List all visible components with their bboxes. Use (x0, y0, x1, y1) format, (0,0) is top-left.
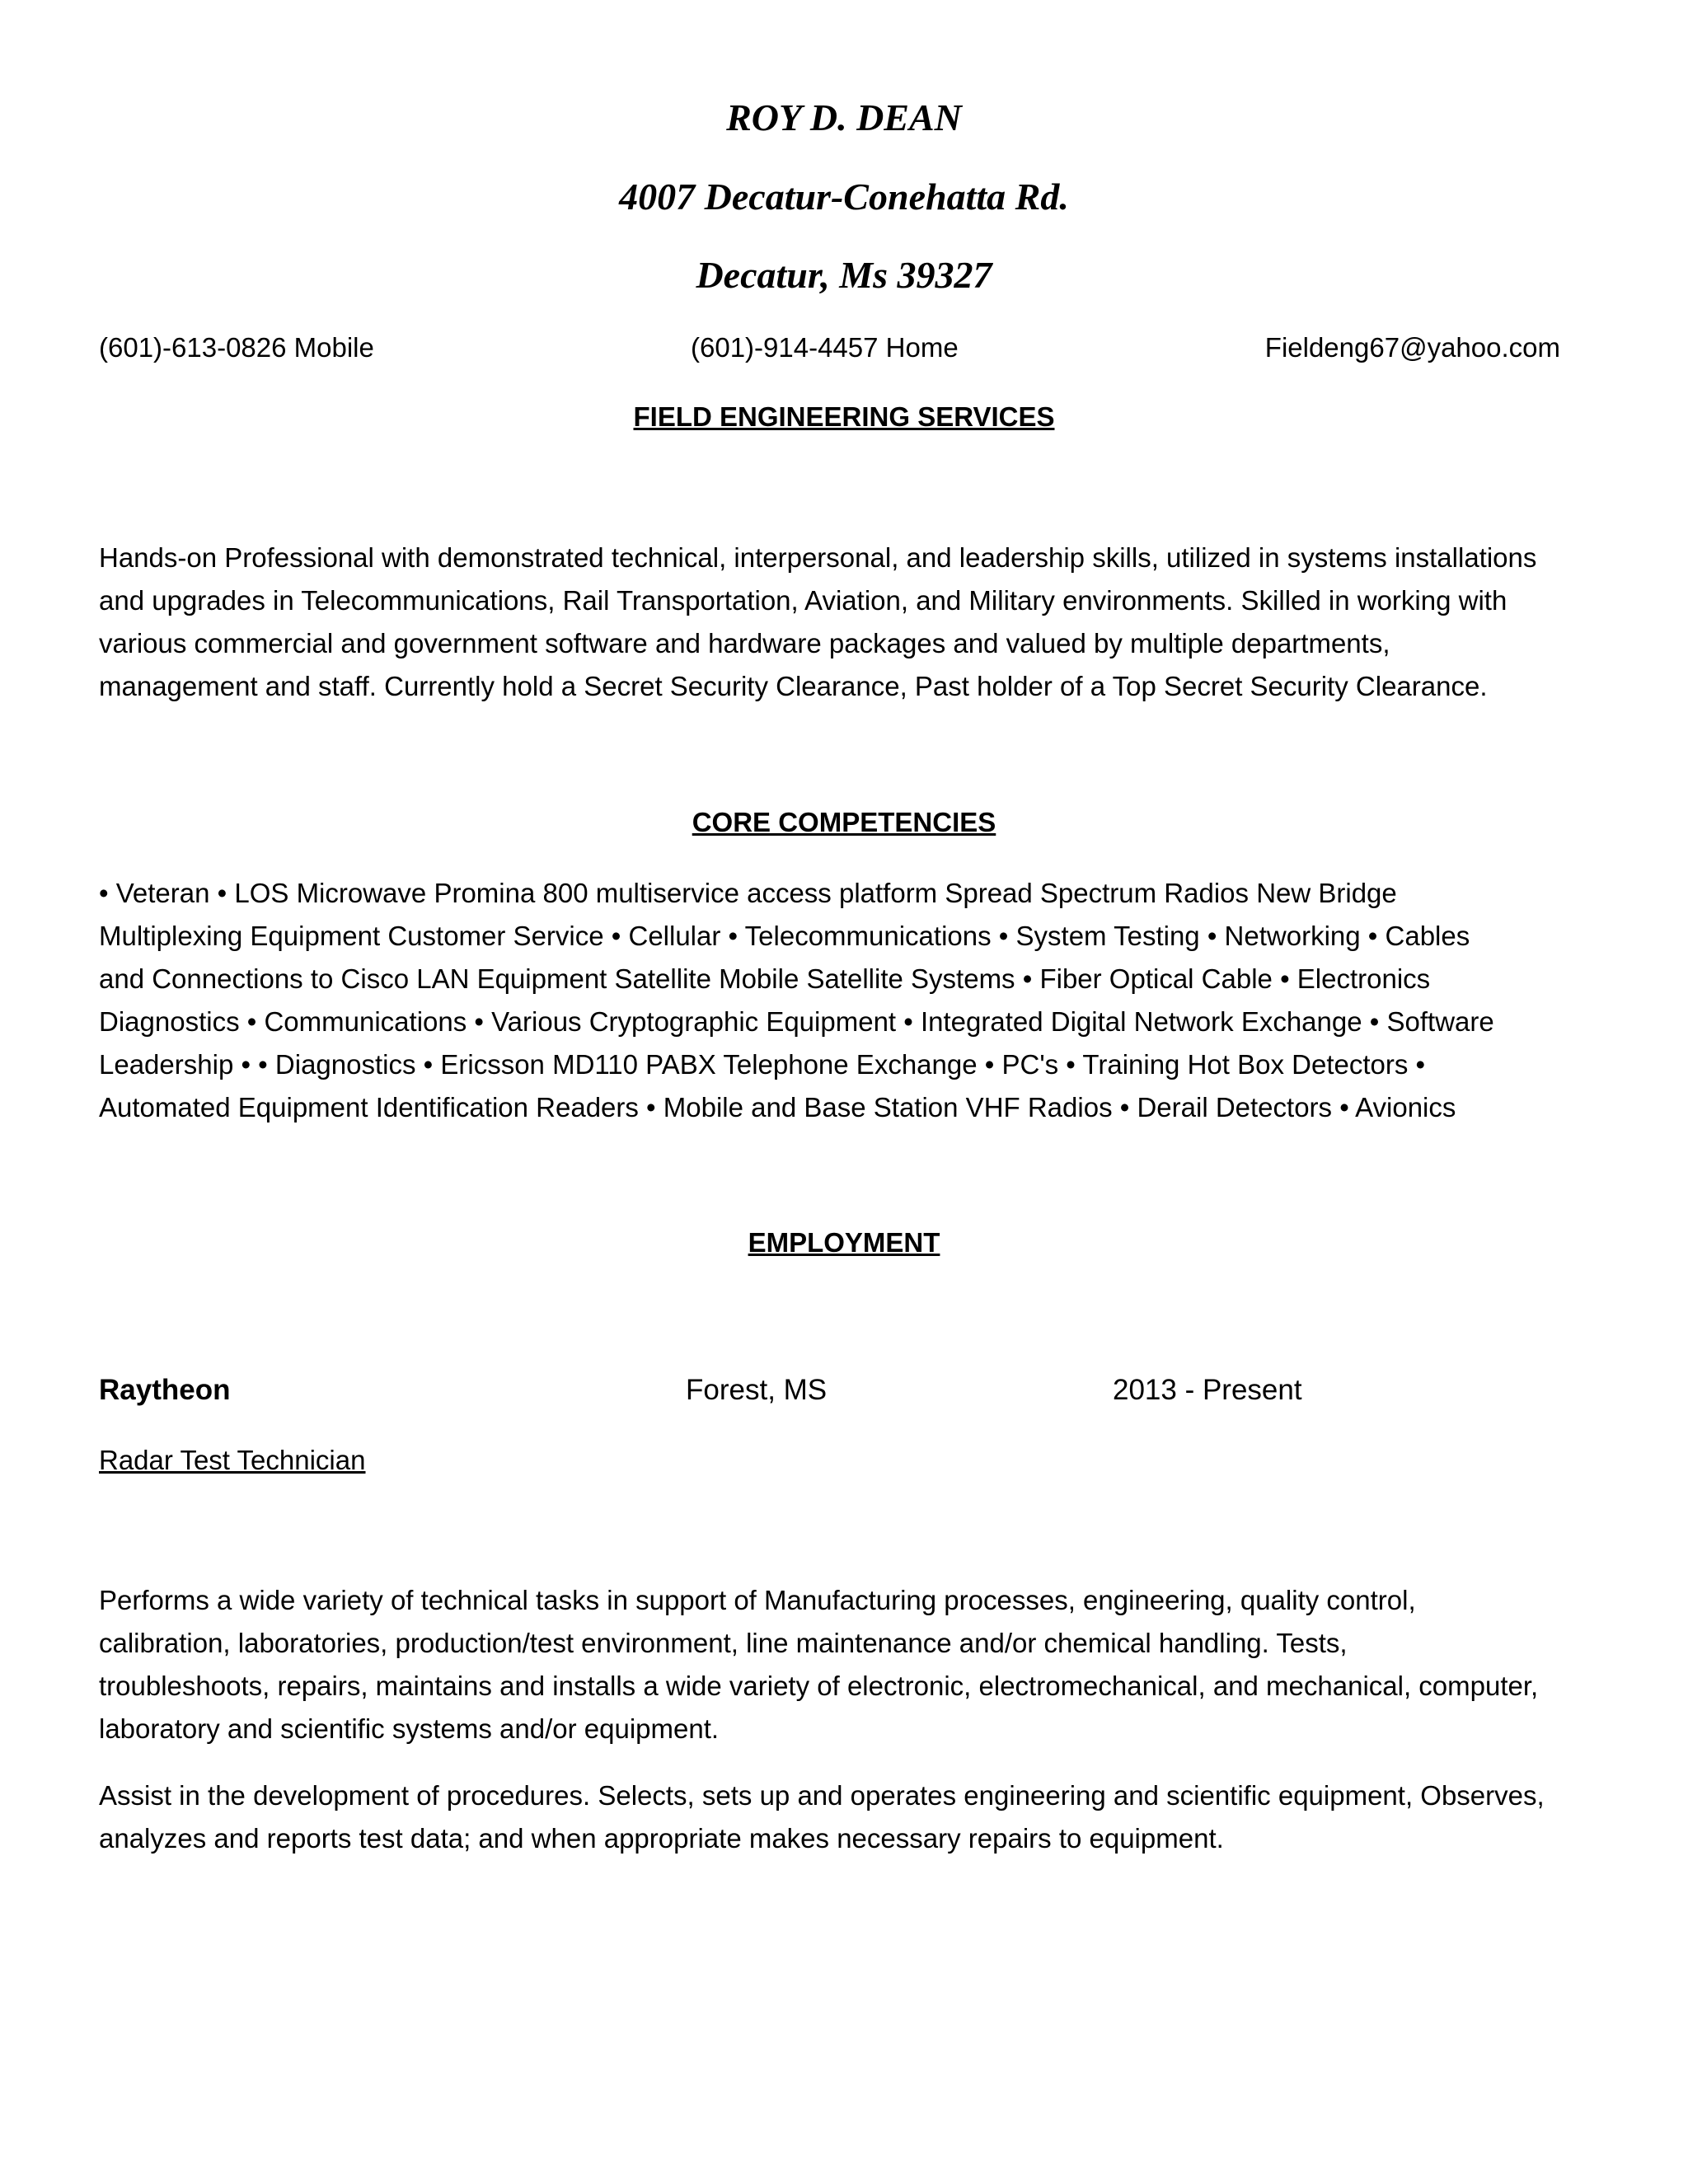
job-location: Forest, MS (686, 1374, 828, 1406)
mobile-phone: (601)-613-0826 Mobile (99, 332, 374, 363)
email-address[interactable]: Fieldeng67@yahoo.com (1264, 332, 1560, 363)
address-line-2: Decatur, Ms 39327 (696, 254, 992, 296)
job-description-2: Assist in the development of procedures. Selects, sets up and operates engineering and scientific equipment, Observes, analyzes and reports test data; and when appropriate makes necessary repairs to equipment. (99, 1780, 1545, 1854)
address-line-1: 4007 Decatur-Conehatta Rd. (619, 176, 1069, 218)
job-title: Radar Test Technician (99, 1445, 366, 1475)
job-description-1: Performs a wide variety of technical tasks in support of Manufacturing processes, engineering, quality control, calibration, laboratories, production/test environment, line maintenance and/or chemical handling. Tests, troubleshoots, repairs, maintains and installs a wide variety of electronic, electromechanical, and mechanical, computer, laboratory and scientific systems and/or equipment. (99, 1585, 1539, 1744)
resume-name: ROY D. DEAN (726, 96, 962, 138)
employment-heading: EMPLOYMENT (748, 1227, 940, 1258)
job-company: Raytheon (99, 1374, 231, 1406)
professional-summary: Hands-on Professional with demonstrated technical, interpersonal, and leadership skills, utilized in systems installations and upgrades in Telecommunications, Rail Transportation, Aviation, and Military environments. Skilled in working with various commercial and government software and hardware packages and valued by multiple departments, management and staff. Currently hold a Secret Security Clearance, Past holder of a Top Secret Security Clearance. (99, 542, 1537, 701)
field-engineering-heading: FIELD ENGINEERING SERVICES (633, 401, 1055, 432)
job-dates: 2013 - Present (1113, 1374, 1302, 1406)
home-phone: (601)-914-4457 Home (691, 332, 959, 363)
core-competencies-heading: CORE COMPETENCIES (692, 807, 996, 837)
core-competencies-list: • Veteran • LOS Microwave Promina 800 multiservice access platform Spread Spectrum Radios New Bridge Multiplexing Equipment Customer Service • Cellular • Telecommunications • System Testing • Networking • Cables and Connections to Cisco LAN Equipment Satellite Mobile Satellite Systems • Fiber Optical Cable • Electronics Diagnostics • Communications • Various Cryptographic Equipment • Integrated Digital Network Exchange • Software Leadership • • Diagnostics • Ericsson MD110 PABX Telephone Exchange • PC's • Training Hot Box Detectors • Automated Equipment Identification Readers • Mobile and Base Station VHF Radios • Derail Detectors • Avionics (99, 878, 1494, 1122)
